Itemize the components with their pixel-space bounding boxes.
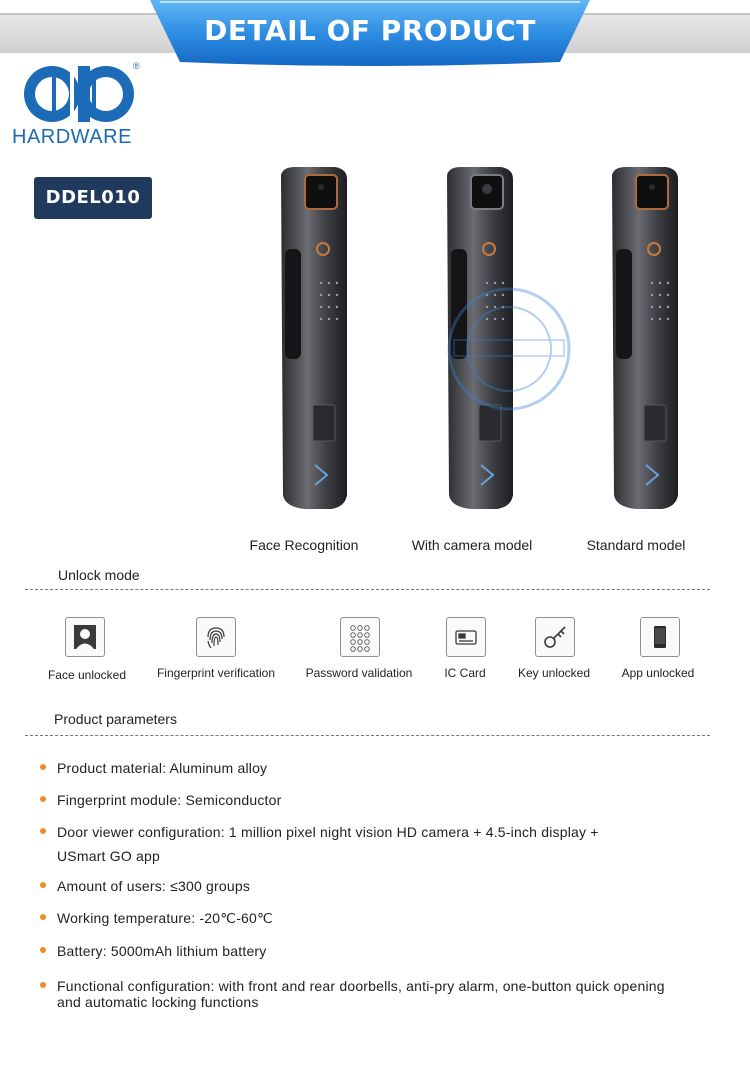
param-item-functions: Functional configuration: with front and rear doorbells, anti-pry alarm, one-button quick opening and automatic locking functions [40,976,720,1016]
mode-label-password: Password validation [305,666,413,680]
brand-logo-text: HARDWARE [12,126,132,148]
registered-mark: ® [133,61,140,71]
bullet-icon [40,828,46,834]
param-item-fingerprint: Fingerprint module: Semiconductor [40,790,720,810]
bullet-icon [40,764,46,770]
mode-label-fingerprint: Fingerprint verification [156,666,276,680]
card-icon [446,617,486,657]
unlock-divider [25,589,710,590]
watermark-stamp [446,286,572,412]
bullet-icon [40,947,46,953]
parameters-divider [25,735,710,736]
unlock-mode-title: Unlock mode [58,567,140,583]
param-item-users: Amount of users: ≤300 groups [40,876,720,896]
bullet-icon [40,914,46,920]
param-item-temperature: Working temperature: -20℃-60℃ [40,908,720,928]
bullet-icon [40,796,46,802]
mode-label-app: App unlocked [621,666,695,680]
caption-standard-model: Standard model [586,537,686,553]
mode-label-ic-card: IC Card [444,666,486,680]
keypad-icon [340,617,380,657]
bullet-icon [40,982,46,988]
product-parameters-title: Product parameters [54,711,177,727]
lock-image-face-recognition [275,165,353,511]
face-icon [65,617,105,657]
param-item-material: Product material: Aluminum alloy [40,758,720,778]
param-item-battery: Battery: 5000mAh lithium battery [40,941,720,961]
param-item-door-viewer: Door viewer configuration: 1 million pixel night vision HD camera + 4.5-inch display + USmart GO app [40,822,720,866]
model-badge: DDEL010 [34,177,152,219]
fingerprint-icon [196,617,236,657]
page-title: DETAIL OF PRODUCT [204,14,536,47]
key-icon [535,617,575,657]
mode-label-face: Face unlocked [47,668,127,682]
caption-face-recognition: Face Recognition [249,537,359,553]
bullet-icon [40,882,46,888]
lock-image-standard-model [606,165,684,511]
caption-camera-model: With camera model [411,537,533,553]
mode-label-key: Key unlocked [517,666,591,680]
phone-icon [640,617,680,657]
